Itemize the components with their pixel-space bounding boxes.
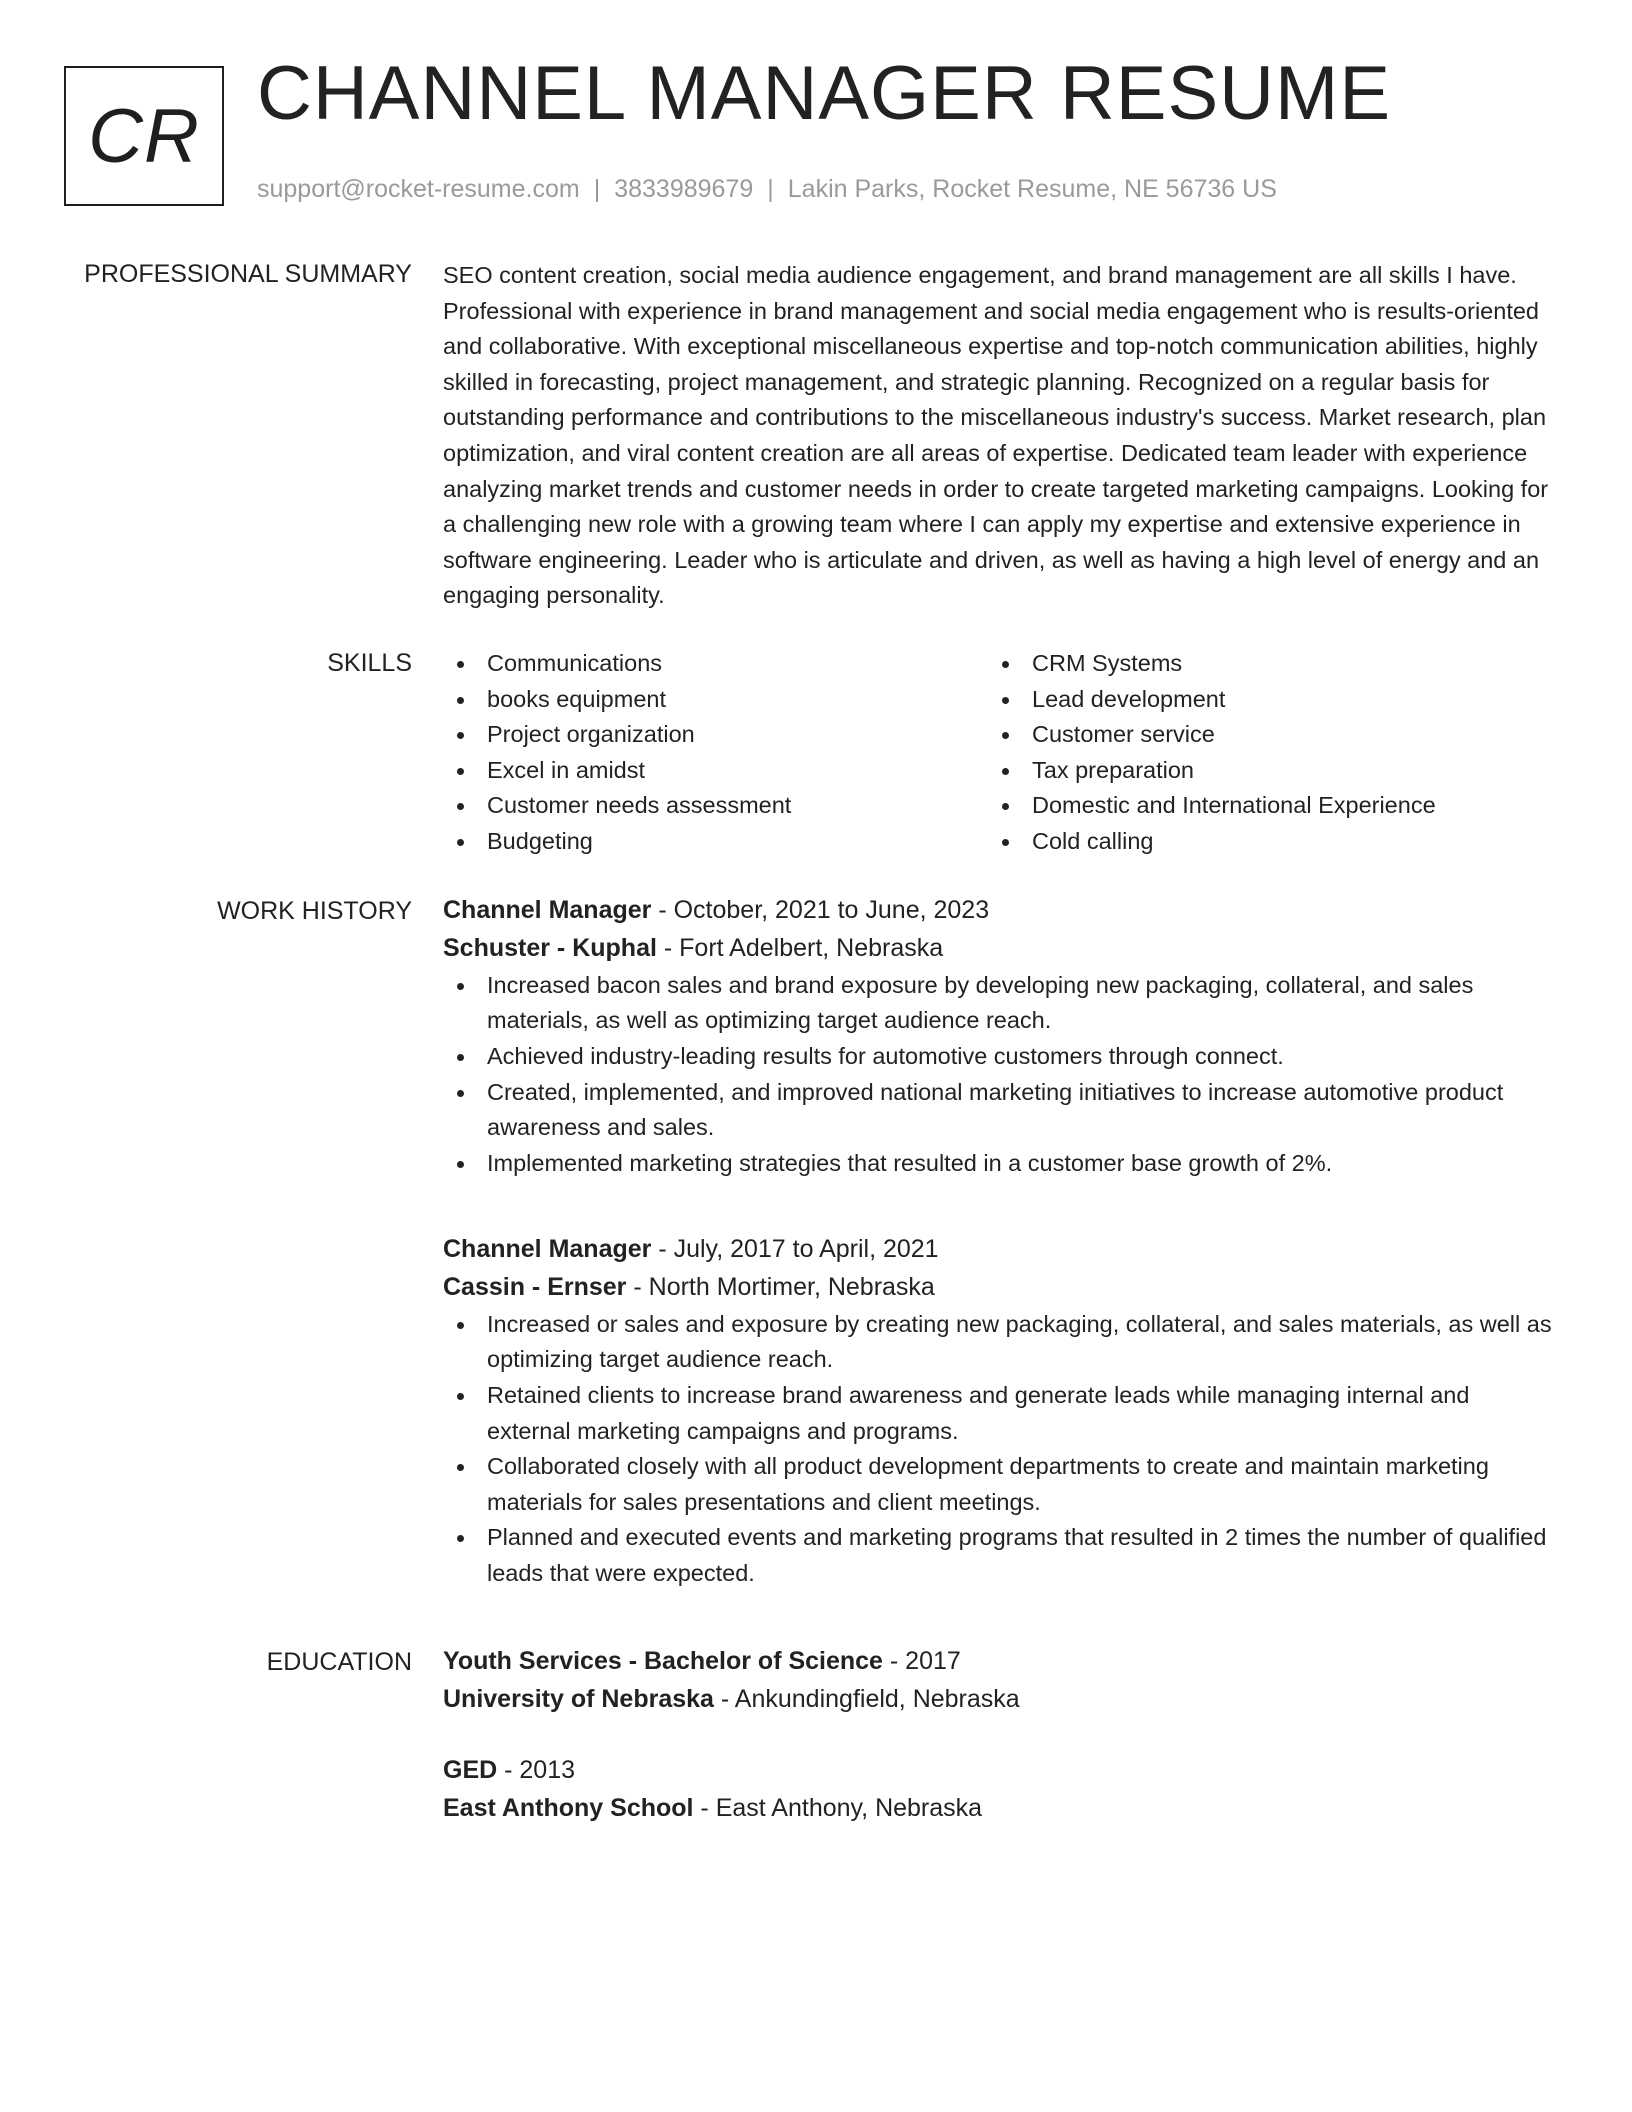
job-company-line <box>443 929 1558 967</box>
edu-degree-line <box>443 1643 1558 1681</box>
skills-section <box>443 646 1558 860</box>
work-history-heading: WORK HISTORY <box>217 897 412 925</box>
contact-line <box>257 175 1277 204</box>
skills-list-right <box>988 646 1533 860</box>
edu-school-line <box>443 1681 1558 1719</box>
skill-item: CRM Systems <box>988 646 1533 682</box>
edu-school: University of Nebraska <box>443 1684 714 1713</box>
job-entry <box>443 1230 1558 1592</box>
skill-item: Budgeting <box>443 824 988 860</box>
job-bullet: Increased bacon sales and brand exposure by developing new packaging, collateral, and sales materials, as well as optimizing target audience reach. <box>443 968 1558 1039</box>
edu-location: - East Anthony, Nebraska <box>693 1793 983 1822</box>
monogram-logo: CR <box>64 66 224 206</box>
skill-item: Lead development <box>988 682 1533 718</box>
skill-item: Tax preparation <box>988 753 1533 789</box>
job-title: Channel Manager <box>443 1235 652 1263</box>
contact-separator: | <box>767 175 774 203</box>
skills-list-left <box>443 646 988 860</box>
job-location: - North Mortimer, Nebraska <box>626 1273 935 1302</box>
job-title-line <box>443 891 1558 929</box>
skill-item: Customer service <box>988 717 1533 753</box>
edu-school: East Anthony School <box>443 1793 694 1822</box>
skill-item: Customer needs assessment <box>443 788 988 824</box>
edu-year: - 2013 <box>497 1756 576 1784</box>
summary-section <box>443 258 1558 614</box>
contact-phone: 3833989679 <box>614 175 754 203</box>
job-entry <box>443 891 1558 1181</box>
skill-item: Communications <box>443 646 988 682</box>
edu-location: - Ankundingfield, Nebraska <box>713 1684 1020 1713</box>
edu-degree-line <box>443 1752 1558 1790</box>
edu-year: - 2017 <box>882 1647 961 1675</box>
skill-item: Cold calling <box>988 824 1533 860</box>
contact-address: Lakin Parks, Rocket Resume, NE 56736 US <box>787 175 1277 203</box>
job-bullet: Increased or sales and exposure by creating new packaging, collateral, and sales materials, as well as optimizing target audience reach. <box>443 1307 1558 1378</box>
job-location: - Fort Adelbert, Nebraska <box>656 934 944 963</box>
edu-degree: GED <box>443 1756 498 1784</box>
job-bullet: Collaborated closely with all product development departments to create and maintain marketing materials for sales presentations and client meetings. <box>443 1449 1558 1520</box>
skills-grid <box>443 646 1558 860</box>
contact-separator: | <box>593 175 601 203</box>
job-bullet: Achieved industry-leading results for automotive customers through connect. <box>443 1039 1558 1075</box>
contact-email: support@rocket-resume.com <box>257 175 580 203</box>
skill-item: Project organization <box>443 717 988 753</box>
summary-heading: PROFESSIONAL SUMMARY <box>84 260 412 288</box>
edu-degree: Youth Services - Bachelor of Science <box>443 1647 883 1675</box>
job-company-line <box>443 1268 1558 1306</box>
job-bullet: Planned and executed events and marketing programs that resulted in 2 times the number of qualified leads that were expected. <box>443 1520 1558 1591</box>
job-title-line <box>443 1230 1558 1268</box>
job-bullet: Created, implemented, and improved national marketing initiatives to increase automotive product awareness and sales. <box>443 1075 1558 1146</box>
job-company: Schuster - Kuphal <box>443 934 657 963</box>
skill-item: Excel in amidst <box>443 753 988 789</box>
job-title: Channel Manager <box>443 896 652 924</box>
skill-item: Domestic and International Experience <box>988 788 1533 824</box>
job-bullets <box>443 1307 1558 1592</box>
job-bullet: Implemented marketing strategies that resulted in a customer base growth of 2%. <box>443 1146 1558 1182</box>
education-entry <box>443 1643 1558 1718</box>
education-heading: EDUCATION <box>266 1648 412 1676</box>
edu-school-line <box>443 1790 1558 1828</box>
summary-text: SEO content creation, social media audience engagement, and brand management are all skills I have. Professional with experience in brand management and social media engagement who is results-oriented and collaborative. With exceptional miscellaneous expertise and top-notch communication abilities, highly skilled in forecasting, project management, and strategic planning. Recognized on a regular basis for outstanding performance and contributions to the miscellaneous industry's success. Market research, plan optimization, and viral content creation are all areas of expertise. Dedicated team leader with experience analyzing market trends and customer needs in order to create targeted marketing campaigns. Looking for a challenging new role with a growing team where I can apply my expertise and extensive experience in software engineering. Leader who is articulate and driven, as well as having a high level of energy and an engaging personality. <box>443 262 1549 609</box>
job-bullet: Retained clients to increase brand awareness and generate leads while managing internal and external marketing campaigns and programs. <box>443 1378 1558 1449</box>
skill-item: books equipment <box>443 682 988 718</box>
education-entry <box>443 1752 1558 1827</box>
job-bullets <box>443 968 1558 1182</box>
job-dates: - July, 2017 to April, 2021 <box>651 1235 939 1263</box>
skills-heading: SKILLS <box>327 649 412 677</box>
job-dates: - October, 2021 to June, 2023 <box>651 896 990 924</box>
job-company: Cassin - Ernser <box>443 1273 627 1302</box>
resume-title: CHANNEL MANAGER RESUME <box>257 51 1392 136</box>
